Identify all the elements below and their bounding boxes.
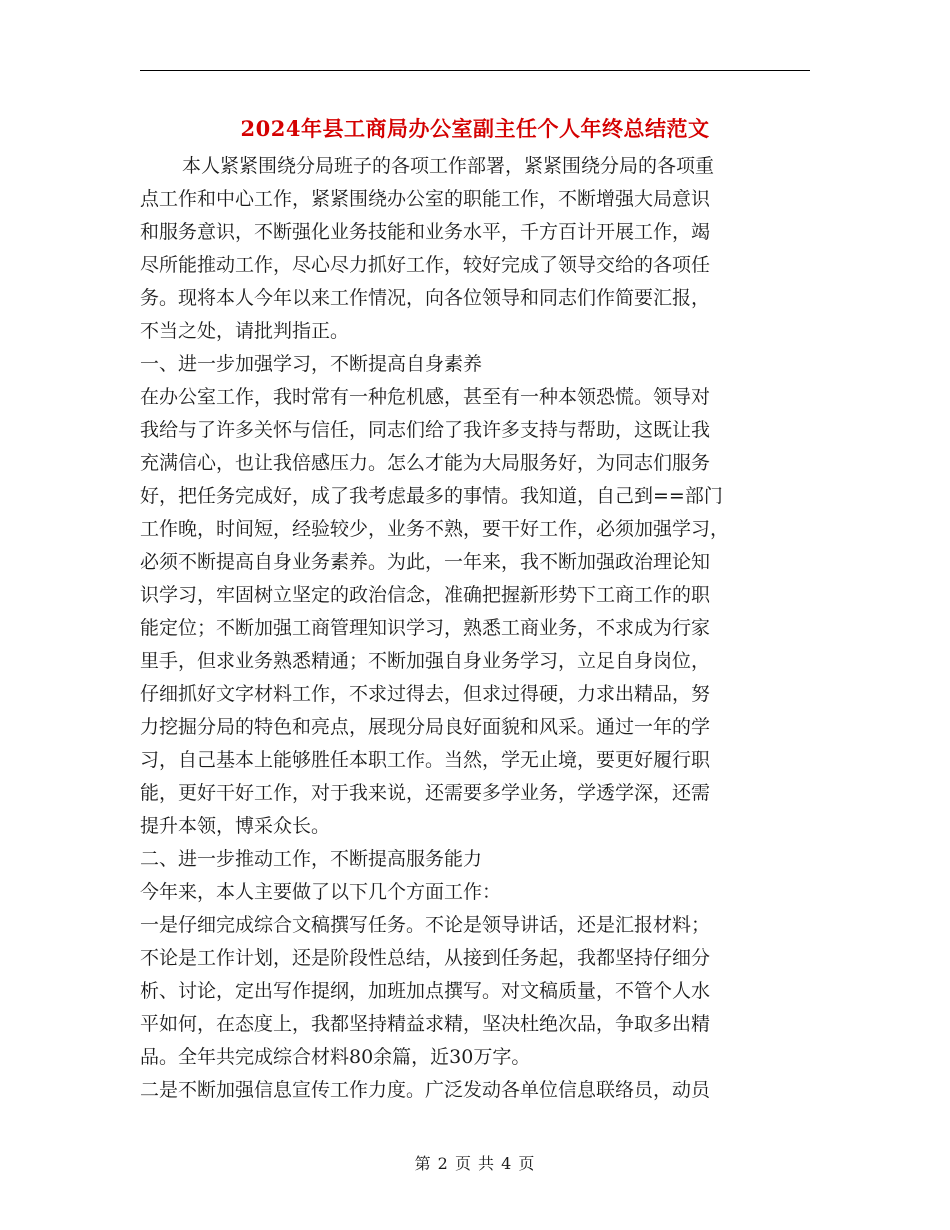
body-line: 二是不断加强信息宣传工作力度。广泛发动各单位信息联络员，动员 bbox=[140, 1079, 711, 1101]
body-line: 好，把任务完成好，成了我考虑最多的事情。我知道，自己到==部门 bbox=[140, 485, 723, 507]
body-line: 能，更好干好工作，对于我来说，还需要多学业务，学透学深，还需 bbox=[140, 782, 711, 804]
body-line: 充满信心，也让我倍感压力。怎么才能为大局服务好，为同志们服务 bbox=[140, 452, 711, 474]
body-line: 和服务意识，不断强化业务技能和业务水平，千方百计开展工作，竭 bbox=[140, 221, 711, 243]
body-line: 品。全年共完成综合材料80余篇，近30万字。 bbox=[140, 1046, 531, 1068]
body-line: 提升本领，博采众长。 bbox=[140, 815, 331, 837]
body-line: 在办公室工作，我时常有一种危机感，甚至有一种本领恐慌。领导对 bbox=[140, 386, 711, 408]
section-heading: 二、进一步推动工作，不断提高服务能力 bbox=[140, 848, 483, 870]
body-line: 里手，但求业务熟悉精通；不断加强自身业务学习，立足自身岗位， bbox=[140, 650, 711, 672]
body-line: 仔细抓好文字材料工作，不求过得去，但求过得硬，力求出精品，努 bbox=[140, 683, 711, 705]
body-line: 必须不断提高自身业务素养。为此，一年来，我不断加强政治理论知 bbox=[140, 551, 711, 573]
header-rule bbox=[140, 70, 810, 71]
section-heading: 一、进一步加强学习，不断提高自身素养 bbox=[140, 353, 483, 375]
body-line: 尽所能推动工作，尽心尽力抓好工作，较好完成了领导交给的各项任 bbox=[140, 254, 711, 276]
body-line: 析、讨论，定出写作提纲，加班加点撰写。对文稿质量，不管个人水 bbox=[140, 980, 711, 1002]
body-line: 一是仔细完成综合文稿撰写任务。不论是领导讲话，还是汇报材料； bbox=[140, 914, 711, 936]
body-line: 务。现将本人今年以来工作情况，向各位领导和同志们作简要汇报， bbox=[140, 287, 711, 309]
body-line: 不论是工作计划，还是阶段性总结，从接到任务起，我都坚持仔细分 bbox=[140, 947, 711, 969]
body-line: 识学习，牢固树立坚定的政治信念，准确把握新形势下工商工作的职 bbox=[140, 584, 711, 606]
body-line: 我给与了许多关怀与信任，同志们给了我许多支持与帮助，这既让我 bbox=[140, 419, 711, 441]
body-line: 不当之处，请批判指正。 bbox=[140, 320, 350, 342]
body-line: 力挖掘分局的特色和亮点，展现分局良好面貌和风采。通过一年的学 bbox=[140, 716, 711, 738]
body-line: 能定位；不断加强工商管理知识学习，熟悉工商业务，不求成为行家 bbox=[140, 617, 711, 639]
document-body bbox=[140, 150, 810, 1107]
body-line: 本人紧紧围绕分局班子的各项工作部署，紧紧围绕分局的各项重 bbox=[182, 155, 715, 177]
body-line: 今年来，本人主要做了以下几个方面工作： bbox=[140, 881, 502, 903]
body-line: 平如何，在态度上，我都坚持精益求精，坚决杜绝次品，争取多出精 bbox=[140, 1013, 711, 1035]
document-title: 2024年县工商局办公室副主任个人年终总结范文 bbox=[240, 116, 710, 141]
body-line: 习，自己基本上能够胜任本职工作。当然，学无止境，要更好履行职 bbox=[140, 749, 711, 771]
body-line: 工作晚，时间短，经验较少，业务不熟，要干好工作，必须加强学习， bbox=[140, 518, 730, 540]
page-number: 第 2 页 共 4 页 bbox=[414, 1154, 536, 1173]
body-line: 点工作和中心工作，紧紧围绕办公室的职能工作，不断增强大局意识 bbox=[140, 188, 711, 210]
